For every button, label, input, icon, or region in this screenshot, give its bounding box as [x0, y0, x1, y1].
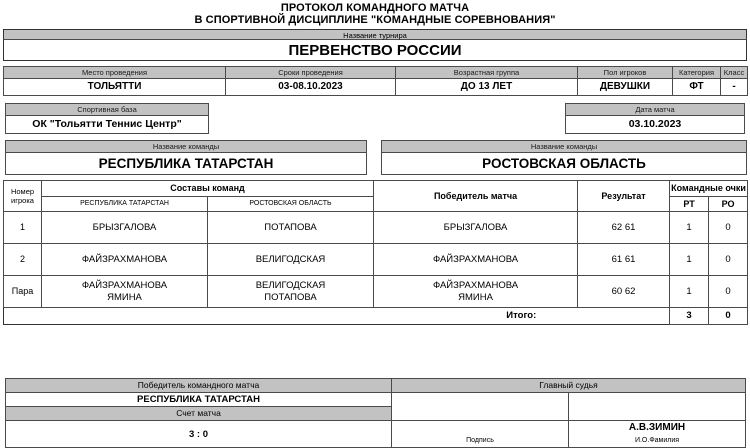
row-2-winner-line1: ФАЙЗРАХМАНОВА — [432, 253, 519, 265]
info-value-dates: 03-08.10.2023 — [226, 79, 396, 96]
match-date-box — [565, 103, 745, 134]
footer-score-label: Счет матча — [6, 407, 392, 421]
info-value-category: ФТ — [673, 79, 721, 96]
footer-judge-caption: И.О.Фамилия — [569, 435, 746, 448]
row-3-result: 60 62 — [578, 276, 670, 308]
venue-value: ОК "Тольятти Теннис Центр" — [6, 116, 209, 134]
match-date-value: 03.10.2023 — [566, 116, 745, 134]
match-date-label: Дата матча — [566, 104, 745, 116]
footer-judge-space — [569, 393, 746, 421]
row-2-result: 61 61 — [578, 244, 670, 276]
row-3-away-player-line1: ВЕЛИГОДСКАЯ — [255, 280, 326, 291]
venue-label: Спортивная база — [6, 104, 209, 116]
info-value-venue-city: ТОЛЬЯТТИ — [4, 79, 226, 96]
row-1-result: 62 61 — [578, 212, 670, 244]
match-results-section — [3, 180, 747, 325]
footer-winner-label: Победитель командного матча — [6, 379, 392, 393]
match-date-table — [565, 103, 745, 134]
header-lineups: Составы команд — [42, 181, 374, 197]
venue-table — [5, 103, 209, 134]
row-2-home-player — [42, 244, 208, 276]
row-1-points-away: 0 — [709, 212, 748, 244]
row-2-points-home: 1 — [670, 244, 709, 276]
row-3-away-player-line2: ПОТАПОВА — [264, 291, 317, 303]
header-result: Результат — [578, 181, 670, 212]
row-2-player-number: 2 — [4, 244, 42, 276]
row-3-home-player-line1: ФАЙЗРАХМАНОВА — [81, 280, 168, 291]
info-header-category: Категория — [673, 67, 721, 79]
row-3-home-player-line2: ЯМИНА — [107, 291, 142, 303]
away-team-label: Название команды — [382, 141, 747, 153]
row-3-winner-line1: ФАЙЗРАХМАНОВА — [432, 280, 519, 291]
row-3-winner — [374, 276, 578, 308]
row-3-away-player — [208, 276, 374, 308]
footer-signature-caption: Подпись — [392, 435, 569, 448]
info-value-gender: ДЕВУШКИ — [578, 79, 673, 96]
home-team-box — [5, 140, 367, 175]
info-header-venue-city: Место проведения — [4, 67, 226, 79]
row-3-points-away: 0 — [709, 276, 748, 308]
footer-judge-name: А.В.ЗИМИН — [569, 421, 746, 436]
row-1-winner-line1: БРЫЗГАЛОВА — [443, 221, 508, 233]
team-names-section — [3, 140, 747, 174]
footer-winner-value: РЕСПУБЛИКА ТАТАРСТАН — [6, 393, 392, 407]
row-1-home-player-line1: БРЫЗГАЛОВА — [92, 221, 157, 233]
row-1-winner — [374, 212, 578, 244]
footer-signature-blank — [392, 421, 569, 436]
tournament-name-label: Название турнира — [3, 29, 747, 40]
totals-label: Итого: — [506, 310, 537, 321]
row-2-away-player-line1: ВЕЛИГОДСКАЯ — [255, 253, 326, 265]
venue-date-section — [3, 103, 747, 133]
footer-section — [5, 378, 745, 448]
away-team-table — [381, 140, 747, 175]
info-value-class: - — [721, 79, 748, 96]
info-header-dates: Сроки проведения — [226, 67, 396, 79]
header-lineup-away: РОСТОВСКАЯ ОБЛАСТЬ — [208, 197, 374, 212]
info-header-gender: Пол игроков — [578, 67, 673, 79]
row-1-away-player — [208, 212, 374, 244]
row-1-home-player — [42, 212, 208, 244]
footer-judge-label: Главный судья — [392, 379, 746, 393]
row-2-away-player — [208, 244, 374, 276]
home-team-table — [5, 140, 367, 175]
home-team-name: РЕСПУБЛИКА ТАТАРСТАН — [6, 153, 367, 175]
event-info-header-row — [4, 67, 748, 79]
row-1-away-player-line1: ПОТАПОВА — [264, 221, 317, 233]
table-row — [4, 276, 748, 308]
header-points-home: РТ — [670, 197, 709, 212]
totals-points-away: 0 — [709, 308, 748, 325]
row-2-points-away: 0 — [709, 244, 748, 276]
footer-row-2 — [6, 393, 746, 407]
row-2-home-player-line1: ФАЙЗРАХМАНОВА — [81, 253, 168, 265]
row-3-points-home: 1 — [670, 276, 709, 308]
row-3-home-player — [42, 276, 208, 308]
header-points-away: РО — [709, 197, 748, 212]
away-team-box — [381, 140, 747, 175]
document-title-line-1: ПРОТОКОЛ КОМАНДНОГО МАТЧА — [280, 2, 470, 14]
document-title-block — [0, 0, 750, 26]
row-3-player-number: Пара — [4, 276, 42, 308]
event-info-value-row — [4, 79, 748, 96]
match-results-table — [3, 180, 748, 325]
footer-score-value: 3 : 0 — [6, 421, 392, 448]
row-2-winner — [374, 244, 578, 276]
footer-row-1 — [6, 379, 746, 393]
results-header-row-1 — [4, 181, 748, 197]
footer-table — [5, 378, 746, 448]
info-header-age-group: Возрастная группа — [396, 67, 578, 79]
header-team-points: Командные очки — [670, 181, 748, 197]
totals-points-home: 3 — [670, 308, 709, 325]
footer-signature-space — [392, 393, 569, 421]
totals-spacer — [4, 308, 374, 325]
footer-row-4 — [6, 421, 746, 436]
home-team-label: Название команды — [6, 141, 367, 153]
document-title-line-2: В СПОРТИВНОЙ ДИСЦИПЛИНЕ "КОМАНДНЫЕ СОРЕВНОВАНИЯ" — [194, 14, 556, 26]
table-row — [4, 212, 748, 244]
info-header-class: Класс — [721, 67, 748, 79]
row-1-points-home: 1 — [670, 212, 709, 244]
table-row — [4, 244, 748, 276]
totals-row — [4, 308, 748, 325]
row-3-winner-line2: ЯМИНА — [458, 291, 493, 303]
tournament-name-value: ПЕРВЕНСТВО РОССИИ — [3, 40, 747, 61]
venue-box — [5, 103, 209, 134]
header-player-number: Номер игрока — [4, 181, 42, 212]
row-1-player-number: 1 — [4, 212, 42, 244]
info-value-age-group: ДО 13 ЛЕТ — [396, 79, 578, 96]
header-match-winner: Победитель матча — [374, 181, 578, 212]
event-info-section — [3, 66, 747, 96]
away-team-name: РОСТОВСКАЯ ОБЛАСТЬ — [382, 153, 747, 175]
tournament-band — [3, 29, 747, 61]
header-lineup-home: РЕСПУБЛИКА ТАТАРСТАН — [42, 197, 208, 212]
event-info-table — [3, 66, 748, 96]
